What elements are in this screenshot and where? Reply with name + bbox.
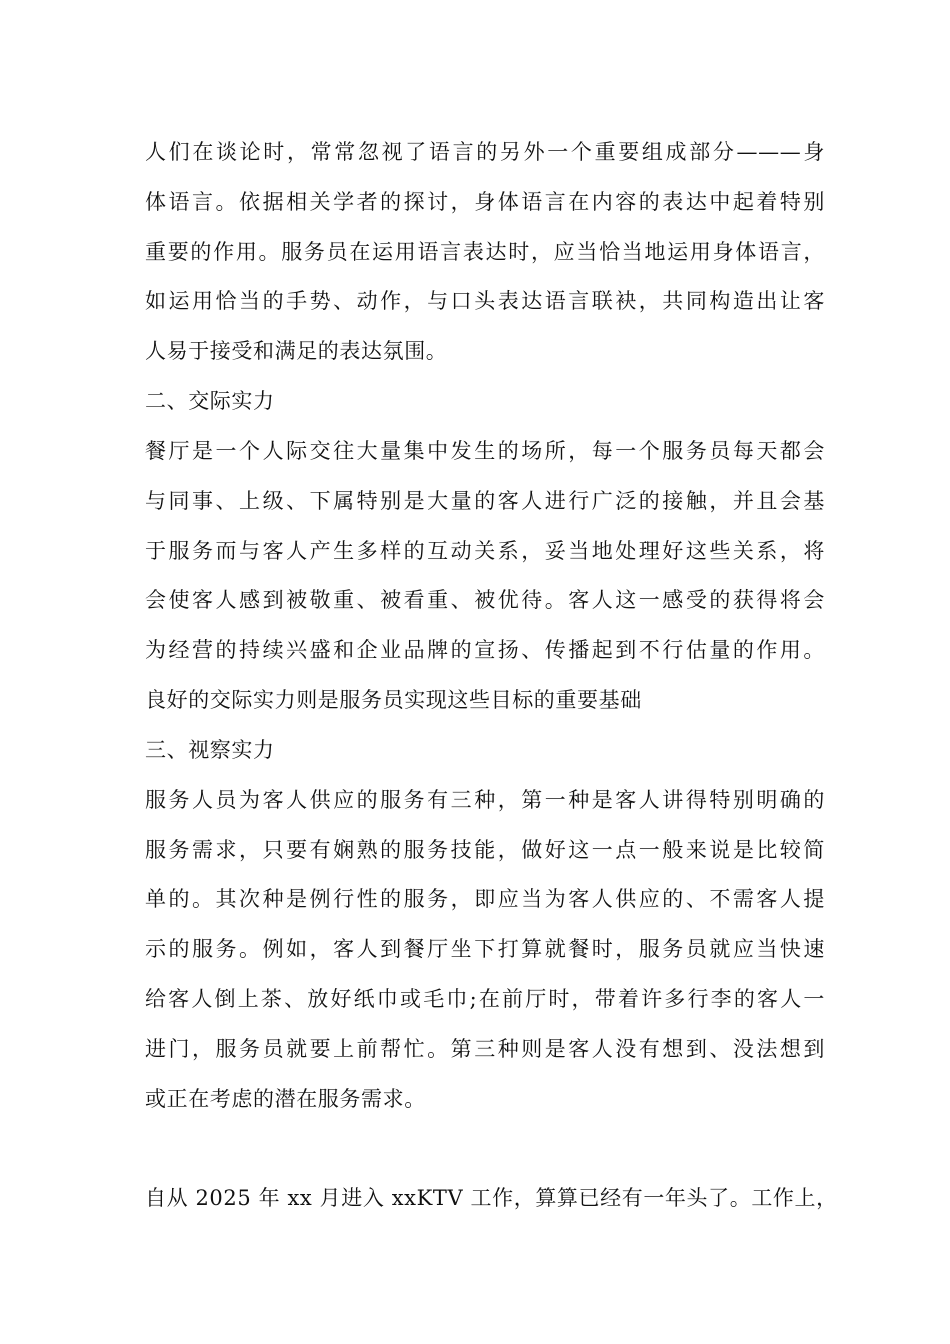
text-line-16: 单的。其次种是例行性的服务，即应当为客人供应的、不需客人提 [145, 887, 825, 911]
text-line-12: 良好的交际实力则是服务员实现这些目标的重要基础 [145, 688, 642, 712]
text-line-18: 给客人倒上茶、放好纸巾或毛巾;在前厅时，带着许多行李的客人一 [145, 987, 825, 1011]
text-line-14: 服务人员为客人供应的服务有三种，第一种是客人讲得特别明确的 [145, 788, 825, 812]
text-line-9: 于服务而与客人产生多样的互动关系，妥当地处理好这些关系，将 [145, 539, 825, 563]
text-line-3: 重要的作用。服务员在运用语言表达时，应当恰当地运用身体语言， [145, 240, 825, 264]
text-line-2: 体语言。依据相关学者的探讨，身体语言在内容的表达中起着特别 [145, 190, 825, 214]
text-line-17: 示的服务。例如，客人到餐厅坐下打算就餐时，服务员就应当快速 [145, 937, 825, 961]
text-line-19: 进门，服务员就要上前帮忙。第三种则是客人没有想到、没法想到 [145, 1037, 825, 1061]
section-heading-observation: 三、视察实力 [145, 738, 275, 762]
text-line-8: 与同事、上级、下属特别是大量的客人进行广泛的接触，并且会基 [145, 489, 825, 513]
text-line-20: 或正在考虑的潜在服务需求。 [145, 1087, 426, 1111]
text-line-7: 餐厅是一个人际交往大量集中发生的场所，每一个服务员每天都会 [145, 439, 825, 463]
text-line-21: 自从 2025 年 xx 月进入 xxKTV 工作，算算已经有一年头了。工作上， [145, 1186, 838, 1210]
text-line-5: 人易于接受和满足的表达氛围。 [145, 339, 448, 363]
text-line-10: 会使客人感到被敬重、被看重、被优待。客人这一感受的获得将会 [145, 588, 825, 612]
section-heading-social: 二、交际实力 [145, 389, 275, 413]
text-line-11: 为经营的持续兴盛和企业品牌的宣扬、传播起到不行估量的作用。 [145, 638, 825, 662]
text-line-4: 如运用恰当的手势、动作，与口头表达语言联袂，共同构造出让客 [145, 289, 825, 313]
text-line-15: 服务需求，只要有娴熟的服务技能，做好这一点一般来说是比较简 [145, 838, 825, 862]
text-line-1: 人们在谈论时，常常忽视了语言的另外一个重要组成部分———身 [145, 140, 825, 164]
